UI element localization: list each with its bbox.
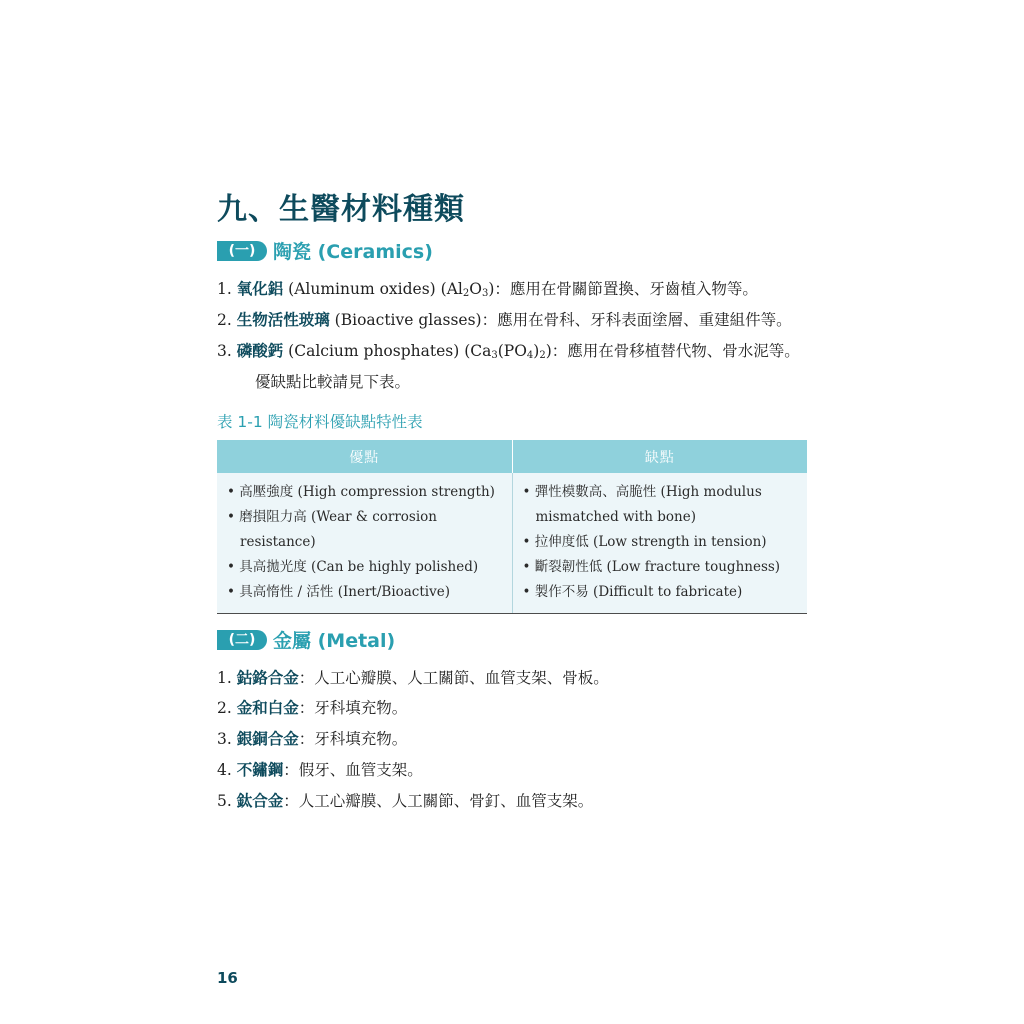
subscript: 2 [462, 288, 470, 299]
item-term: 鈷鉻合金 [236, 668, 299, 687]
item-text: ：人工心瓣膜、人工關節、血管支架、骨板。 [298, 669, 609, 687]
section-title: 金屬 (Metal) [273, 630, 396, 652]
subscript: 2 [539, 350, 546, 361]
item-number: 1. [217, 280, 232, 298]
section-header-metal [217, 626, 395, 653]
list-item [217, 696, 407, 718]
cons-cell [512, 473, 807, 614]
table-reference-note: 優缺點比較請見下表。 [255, 373, 411, 391]
pros-item: • 磨損阻力高 (Wear & corrosion resistance) [227, 505, 512, 555]
item-term: 生物活性玻璃 [236, 310, 330, 329]
item-term: 鈦合金 [236, 791, 284, 810]
pros-item: • 具高拋光度 (Can be highly polished) [227, 555, 512, 580]
table-row [217, 473, 807, 614]
page-title: 九、生醫材料種類 [217, 192, 465, 227]
list-item [217, 339, 800, 361]
pros-item: • 具高惰性 / 活性 (Inert/Bioactive) [227, 580, 512, 605]
subscript: 3 [481, 288, 489, 299]
cons-item: • 彈性模數高、高脆性 (High modulus mismatched with bone) [523, 480, 808, 530]
item-text: (Bioactive glasses)：應用在骨科、牙科表面塗層、重建組件等。 [329, 311, 792, 329]
item-text: (Aluminum oxides) (Al [283, 280, 463, 298]
cons-item: • 斷裂韌性低 (Low fracture toughness) [523, 555, 808, 580]
item-number: 2. [217, 699, 232, 717]
item-term: 銀銅合金 [236, 729, 299, 748]
list-item [217, 758, 423, 780]
item-text: )：應用在骨移植替代物、骨水泥等。 [545, 342, 800, 360]
list-item [217, 727, 407, 749]
cons-item: • 製作不易 (Difficult to fabricate) [523, 580, 808, 605]
item-text: ：牙科填充物。 [298, 730, 408, 748]
item-number: 3. [217, 342, 232, 360]
item-text: ：牙科填充物。 [298, 699, 408, 717]
item-text: ：人工心瓣膜、人工關節、骨釘、血管支架。 [283, 792, 594, 810]
cons-item: • 拉伸度低 (Low strength in tension) [523, 530, 808, 555]
item-number: 4. [217, 761, 232, 779]
section-header-ceramics [217, 237, 433, 264]
item-term: 金和白金 [236, 698, 299, 717]
comparison-table [217, 440, 807, 614]
subscript: 4 [526, 350, 534, 361]
item-number: 5. [217, 792, 232, 810]
item-text: )：應用在骨關節置換、牙齒植入物等。 [488, 280, 758, 298]
table-header-cons: 缺點 [512, 440, 807, 473]
item-text: (Calcium phosphates) (Ca [283, 342, 492, 360]
item-text: (PO [497, 342, 527, 360]
item-number: 1. [217, 669, 232, 687]
item-text: ) [533, 342, 540, 360]
item-term: 磷酸鈣 [236, 341, 284, 360]
list-item [217, 308, 792, 330]
item-number: 3. [217, 730, 232, 748]
pros-item: • 高壓強度 (High compression strength) [227, 480, 512, 505]
list-item [217, 666, 609, 688]
page-number: 16 [217, 969, 238, 987]
item-text: ：假牙、血管支架。 [283, 761, 423, 779]
subscript: 3 [491, 350, 498, 361]
section-badge: (一) [217, 241, 267, 261]
table-header-pros: 優點 [217, 440, 512, 473]
list-item [217, 789, 593, 811]
table-caption: 表 1-1 陶瓷材料優缺點特性表 [217, 413, 423, 431]
pros-cell [217, 473, 512, 614]
item-term: 不鏽鋼 [236, 760, 284, 779]
item-text: O [469, 280, 482, 298]
item-term: 氧化鋁 [236, 279, 284, 298]
section-title: 陶瓷 (Ceramics) [273, 241, 433, 263]
list-item [217, 277, 758, 299]
section-badge: (二) [217, 630, 267, 650]
item-number: 2. [217, 311, 232, 329]
